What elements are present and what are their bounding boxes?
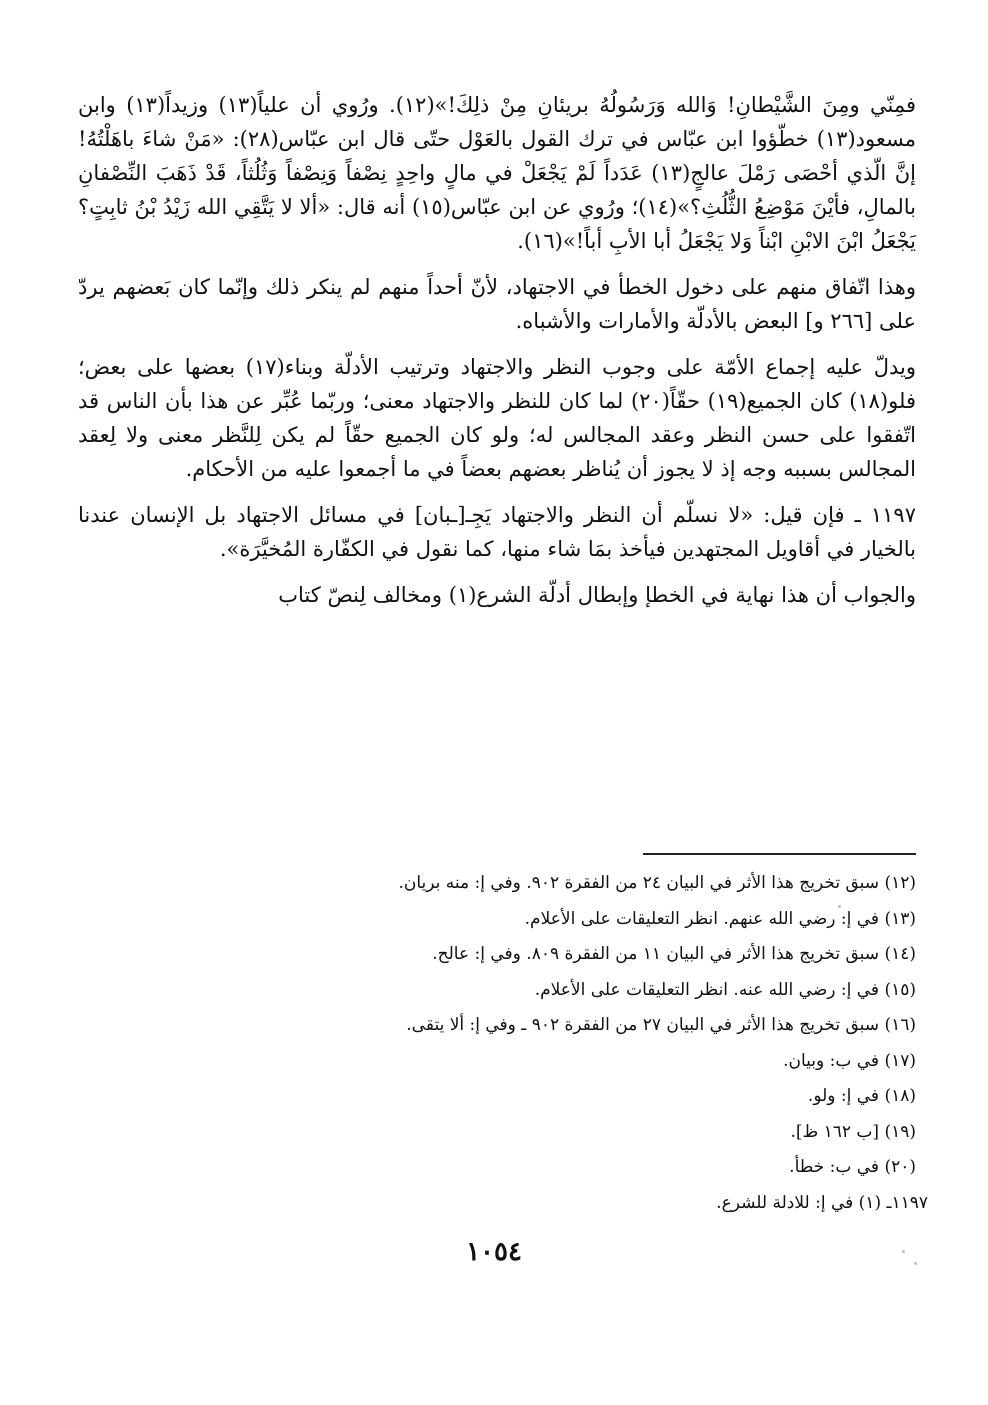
scan-speck [838, 905, 841, 908]
paragraph-3: ويدلّ عليه إجماع الأمّة على وجوب النظر والاجتهاد وترتيب الأدلّة وبناء(١٧) بعضها على بعض؛ فلو(١٨) كان الجميع(١٩) حقّاً(٢٠) لما كان للنظر والاجتهاد معنى؛ وربّما عُبِّر عن هذا بأن الناس قد اتّفقوا على حسن النظر وعقد المجالس له؛ ولو كان الجميع حقّاً لم يكن لِلنَّظر معنى ولا لِعقد المجالس بسببه وجه إذ لا يجوز أن يُناظر بعضهم بعضاً في ما أجمعوا عليه من الأحكام. [78, 355, 917, 481]
paragraph-4: ١١٩٧ ـ فإن قيل: «لا نسلّم أن النظر والاجتهاد يَجِـ[ـبان] في مسائل الاجتهاد بل الإنسان عندنا بالخيار في أقاويل المجتهدين فيأخذ بمَا شاء منها، كما نقول في الكفّارة المُخيَّرَة». [78, 503, 916, 561]
footnote-12: (١٢) سبق تخريج هذا الأثر في البيان ٢٤ من الفقرة ٩٠٢. وفي إ: منه بريان. [398, 873, 916, 893]
footnote-16: (١٦) سبق تخريج هذا الأثر في البيان ٢٧ من الفقرة ٩٠٢ ـ وفي إ: ألا يتقى. [406, 1015, 916, 1035]
footnotes [180, 866, 928, 1221]
page-number: ١٠٥٤ [466, 1237, 522, 1267]
paragraph-1: فمِنّي ومِنَ الشَّيْطانِ! وَالله وَرَسُولُهُ بريئانِ مِنْ ذلِكَ!»(١٢). ورُوي أن علياً(١٣) وزيداً(١٣) وابن مسعود(١٣) خطّؤوا ابن عبّاس في ترك القول بالعَوْل حتّى قال ابن عبّاس(٢٨): «مَنْ شاءَ باهَلْتُهُ! إنَّ الّذي أحْصَى رَمْلَ عالجٍ(١٣) عَدَداً لَمْ يَجْعَلْ في مالٍ واحِدٍ نِصْفاً وَنِصْفاً وَثُلُثاً، قَدْ ذَهَبَ النِّصْفانِ بالمالِ، فأيْنَ مَوْضِعُ الثُّلُثِ؟»(١٤)؛ ورُوي عن ابن عبّاس(١٥) أنه قال: «ألا لا يَتَّقِي الله زَيْدُ بْنُ ثابِتٍ؟ يَجْعَلُ ابْنَ الابْنِ ابْناً وَلا يَجْعَلُ أبا الأبِ أباً!»(١٦). [78, 93, 917, 253]
scan-speck [914, 1262, 917, 1265]
footnote-17: (١٧) في ب: وبيان. [783, 1050, 916, 1071]
footnote-18: (١٨) في إ: ولو. [807, 1086, 916, 1106]
footnote-15: (١٥) في إ: رضي الله عنه. انظر التعليقات على الأعلام. [534, 979, 916, 1000]
footnote-divider [643, 853, 916, 855]
footnote-19: (١٩) [ب ١٦٢ ظ]. [790, 1121, 916, 1142]
footnote-1197-1: ١١٩٧ـ (١) في إ: للادلة للشرع. [716, 1192, 928, 1213]
footnote-20: (٢٠) في ب: خطأ. [789, 1157, 916, 1177]
main-text [78, 88, 916, 612]
footnote-13: (١٣) في إ: رضي الله عنهم. انظر التعليقات على الأعلام. [524, 908, 916, 929]
paragraph-2: وهذا اتّفاق منهم على دخول الخطأ في الاجتهاد، لأنّ أحداً منهم لم ينكر ذلك وإنّما كان بَعضهم يردّ على [٢٦٦ و] البعض بالأدلّة والأمارات والأشباه. [78, 275, 916, 333]
footnote-14: (١٤) سبق تخريج هذا الأثر في البيان ١١ من الفقرة ٨٠٩. وفي إ: عالح. [432, 944, 916, 964]
scan-speck [902, 1250, 905, 1253]
paragraph-5: والجواب أن هذا نهاية في الخطإ وإبطال أدلّة الشرع(١) ومخالف لِنصّ كتاب [278, 583, 916, 607]
